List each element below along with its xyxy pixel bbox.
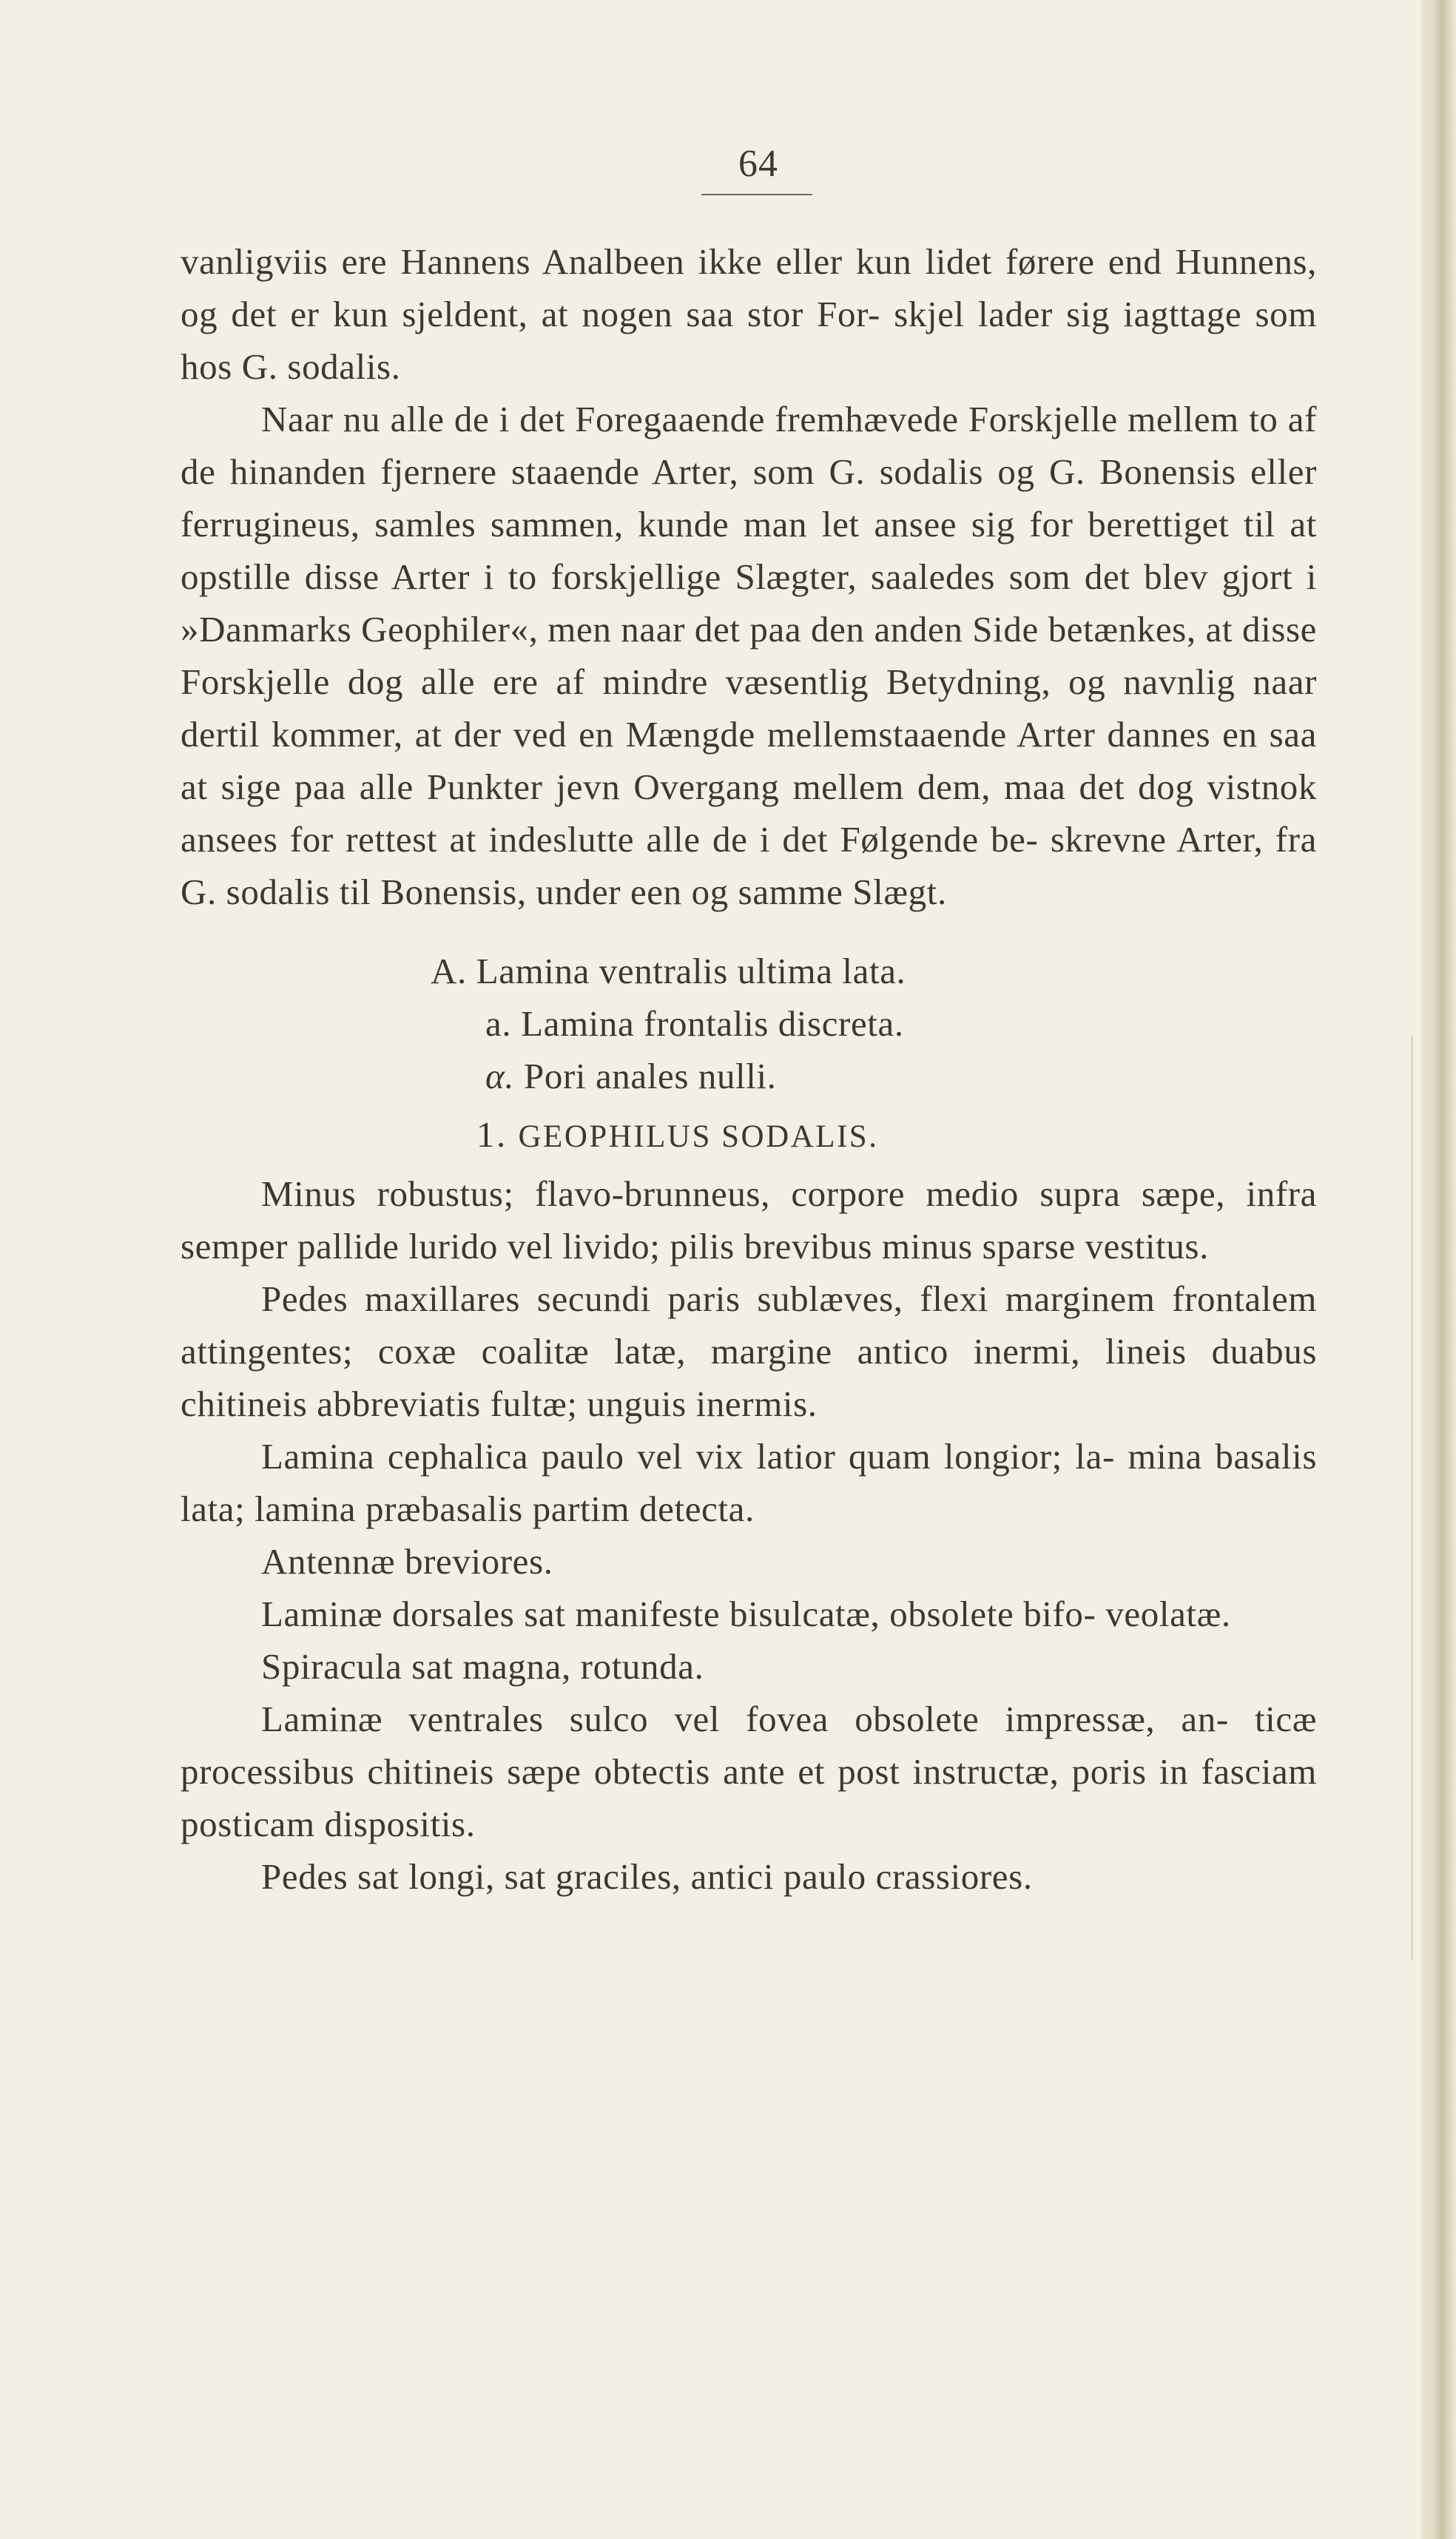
text-line: kunde man let ansee sig for berettiget til at opstille disse bbox=[181, 504, 1317, 597]
text-line: Naar nu alle de i det Foregaaende fremhævede Forskjelle bbox=[261, 399, 1118, 439]
key-label: α. bbox=[485, 1056, 515, 1096]
text-line: »Danmarks Geophiler«, men naar det paa den anden Side bbox=[181, 609, 1039, 650]
text-line: Spiracula sat magna, rotunda. bbox=[261, 1646, 704, 1687]
text-line: sparse vestitus. bbox=[982, 1226, 1209, 1267]
text-line: skrevne Arter, fra G. sodalis til Bonensis, under een og bbox=[181, 819, 1317, 912]
text-line: Pedes maxillares secundi paris sublæves, flexi marginem bbox=[261, 1278, 1156, 1319]
description-paragraph bbox=[181, 1588, 1317, 1640]
text-line: frontalem attingentes; coxæ coalitæ latæ, margine antico inermi, bbox=[181, 1278, 1317, 1372]
key-text: Lamina frontalis discreta. bbox=[521, 1003, 904, 1044]
description-paragraph bbox=[181, 1272, 1317, 1430]
page-number: 64 bbox=[738, 143, 778, 185]
text-line: ticæ processibus chitineis sæpe obtectis ante et post instructæ, bbox=[181, 1699, 1317, 1792]
key-text: Pori anales nulli. bbox=[524, 1056, 777, 1096]
paragraph-intro bbox=[181, 235, 1317, 393]
text-line: Mængde mellemstaaende Arter dannes en saa at sige paa alle bbox=[181, 714, 1317, 807]
key-text: Lamina ventralis ultima lata. bbox=[476, 951, 906, 991]
key-heading-a bbox=[181, 945, 1317, 997]
text-line: Arter i to forskjellige Slægter, saaledes som det blev gjort i bbox=[391, 556, 1317, 597]
page-number-rule bbox=[701, 194, 812, 195]
species-number: 1. bbox=[476, 1114, 508, 1155]
description-paragraph bbox=[181, 1167, 1317, 1272]
text-line: veolatæ. bbox=[1105, 1594, 1231, 1634]
description-paragraph bbox=[181, 1850, 1317, 1903]
text-line: Laminæ dorsales sat manifeste bisulcatæ, obsolete bifo- bbox=[261, 1594, 1096, 1634]
text-line: ansees for rettest at indeslutte alle de i det Følgende be- bbox=[181, 819, 1039, 860]
page-text bbox=[181, 235, 1317, 1903]
text-line: sodalis og G. Bonensis eller ferrugineus, samles sammen, bbox=[181, 451, 1317, 544]
description-paragraph bbox=[181, 1535, 1317, 1588]
text-line: Minus robustus; flavo-brunneus, corpore medio supra sæpe, bbox=[261, 1173, 1226, 1214]
text-line: Pedes sat longi, sat graciles, antici paulo crassiores. bbox=[261, 1856, 1033, 1897]
text-line: samme Slægt. bbox=[738, 871, 947, 912]
text-line: vanligviis ere Hannens Analbeen ikke eller kun lidet førere bbox=[181, 241, 1095, 282]
text-line: Betydning, og navnlig naar dertil kommer, at der ved en bbox=[181, 661, 1317, 755]
key-label: a. bbox=[485, 1003, 512, 1044]
text-line: betænkes, at disse Forskjelle dog alle ere af mindre væsentlig bbox=[181, 609, 1317, 702]
text-line: Laminæ ventrales sulco vel fovea obsolete impressæ, an- bbox=[261, 1699, 1229, 1739]
text-line: end Hunnens, og det er kun sjeldent, at nogen saa stor For- bbox=[181, 241, 1317, 334]
description-paragraph bbox=[181, 1640, 1317, 1693]
description-paragraph bbox=[181, 1693, 1317, 1850]
page-edge-shadow bbox=[1420, 0, 1456, 2539]
page-edge-crease bbox=[1411, 1036, 1413, 1960]
species-heading bbox=[181, 1108, 1317, 1163]
text-line: mina basalis lata; lamina præbasalis partim detecta. bbox=[181, 1436, 1317, 1529]
text-line: infra semper pallide lurido vel livido; pilis brevibus minus bbox=[181, 1173, 1317, 1267]
paragraph-discussion bbox=[181, 393, 1317, 918]
text-line: skjel lader sig iagttage som hos G. sodalis. bbox=[181, 294, 1317, 387]
text-line: Punkter jevn Overgang mellem dem, maa det dog vistnok bbox=[426, 766, 1317, 807]
species-name: GEOPHILUS SODALIS. bbox=[518, 1119, 879, 1154]
text-line: poris in fasciam posticam dispositis. bbox=[181, 1751, 1318, 1844]
text-line: Antennæ breviores. bbox=[261, 1541, 553, 1582]
text-line: lineis duabus chitineis abbreviatis fultæ; unguis inermis. bbox=[181, 1331, 1317, 1424]
key-heading-b bbox=[181, 997, 1317, 1050]
key-label: A. bbox=[431, 951, 467, 991]
text-line: Lamina cephalica paulo vel vix latior quam longior; la- bbox=[261, 1436, 1115, 1477]
text-line: mellem to af de hinanden fjernere staaende Arter, som G. bbox=[181, 399, 1317, 492]
key-heading-c bbox=[181, 1050, 1317, 1102]
description-paragraph bbox=[181, 1430, 1317, 1535]
